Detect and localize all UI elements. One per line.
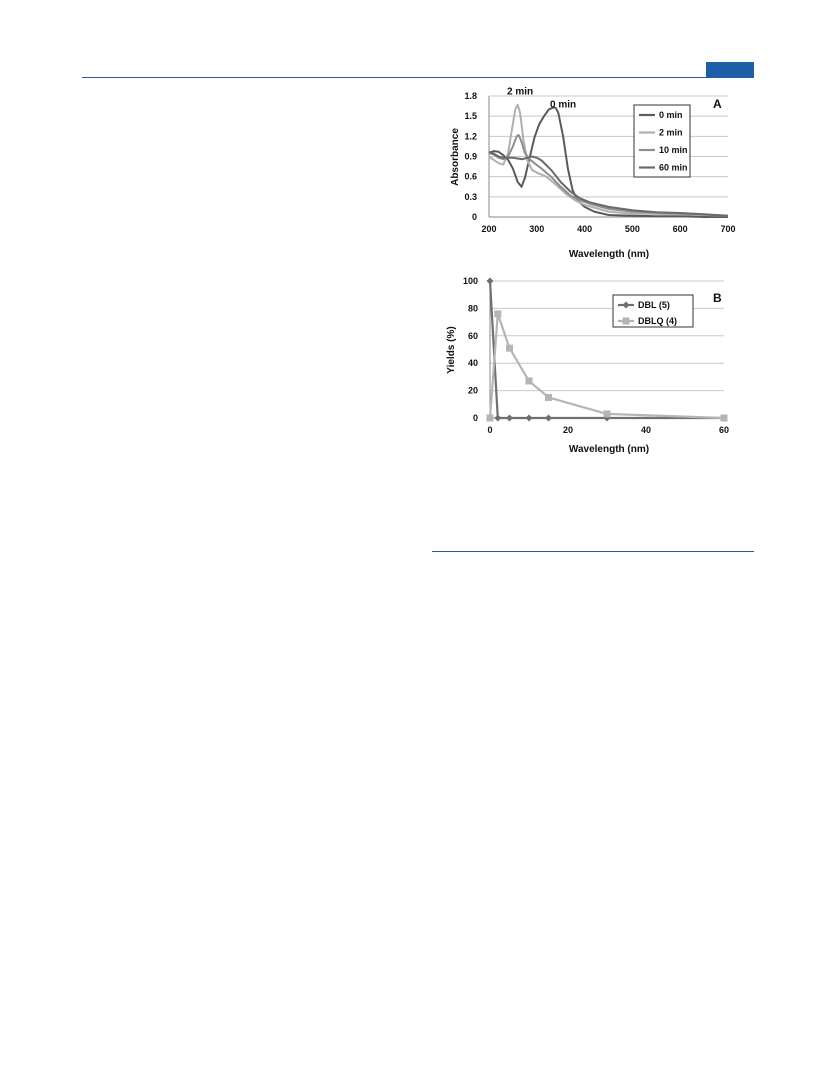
chart1-legend-label: 2 min [659, 127, 683, 138]
chart2-xtick-label: 0 [487, 425, 493, 435]
chart2-point-marker [604, 410, 611, 417]
chart2-point-marker [506, 345, 513, 352]
chart2-point-marker [487, 278, 494, 285]
chart1-series-line-2 [489, 105, 728, 216]
chart2-ytick-label: 20 [467, 385, 478, 396]
chart2-xtick-label: 20 [562, 425, 574, 435]
chart1-ytick-label: 0 [471, 212, 477, 222]
chart2-point-marker [721, 415, 728, 422]
chart2-ytick-label: 100 [462, 276, 478, 286]
chart2-x-axis-title: Wavelength (nm) [568, 444, 650, 455]
chart1-legend-label: 0 min [659, 110, 683, 120]
chart2-point-marker [545, 394, 552, 401]
chart2-point-marker [494, 415, 501, 422]
chart2-xtick-label: 60 [718, 425, 730, 435]
chart2-ytick-label: 40 [467, 358, 478, 369]
chart1-xtick-label: 600 [672, 224, 688, 234]
chart1-legend-label: 60 min [659, 162, 688, 173]
chart2-ytick-label: 0 [472, 413, 478, 423]
chart1-xtick-label: 400 [577, 224, 593, 234]
chart2-legend-label: DBLQ (4) [638, 316, 677, 326]
chart1-ytick-label: 1.8 [464, 91, 477, 101]
chart1-y-axis-title: Absorbance [450, 128, 461, 186]
chart2-legend-label: DBL (5) [638, 300, 670, 310]
chart1-ytick-label: 0.3 [464, 191, 477, 202]
chart2-point-marker [526, 415, 533, 422]
chart1-xtick-label: 500 [624, 224, 640, 234]
chart2-point-marker [545, 415, 552, 422]
chart2-y-axis-title: Yields (%) [446, 326, 457, 374]
chart2-point-marker [506, 415, 513, 422]
chart1-xtick-label: 700 [720, 224, 736, 234]
chart2-panel-label: B [713, 291, 722, 305]
chart1-legend-label: 10 min [659, 145, 688, 155]
chart1-series-line-4 [489, 152, 728, 216]
chart2-point-marker [526, 378, 533, 385]
chart1-xtick-label: 200 [481, 224, 497, 234]
chart1-series-line-1 [489, 107, 728, 217]
chart1-xtick-label: 300 [529, 224, 545, 234]
chart1-ytick-label: 0.6 [464, 171, 477, 182]
chart1-x-axis-title: Wavelength (nm) [568, 249, 650, 260]
chart1-ytick-label: 1.2 [464, 131, 477, 142]
chart2-series-line-2 [490, 314, 724, 418]
chart1-annotation: 2 min [507, 86, 534, 98]
chart1-ytick-label: 0.9 [464, 151, 477, 162]
chart1-annotation: 0 min [550, 99, 577, 111]
chart2-point-marker [487, 415, 494, 422]
chart2-xtick-label: 40 [640, 425, 652, 435]
chart2-ytick-label: 80 [467, 303, 478, 314]
chart2-point-marker [494, 310, 501, 317]
chart2-legend-marker [623, 318, 630, 325]
chart1-ytick-label: 1.5 [464, 111, 477, 122]
chart1-panel-label: A [713, 97, 722, 111]
chart2-ytick-label: 60 [467, 330, 478, 341]
